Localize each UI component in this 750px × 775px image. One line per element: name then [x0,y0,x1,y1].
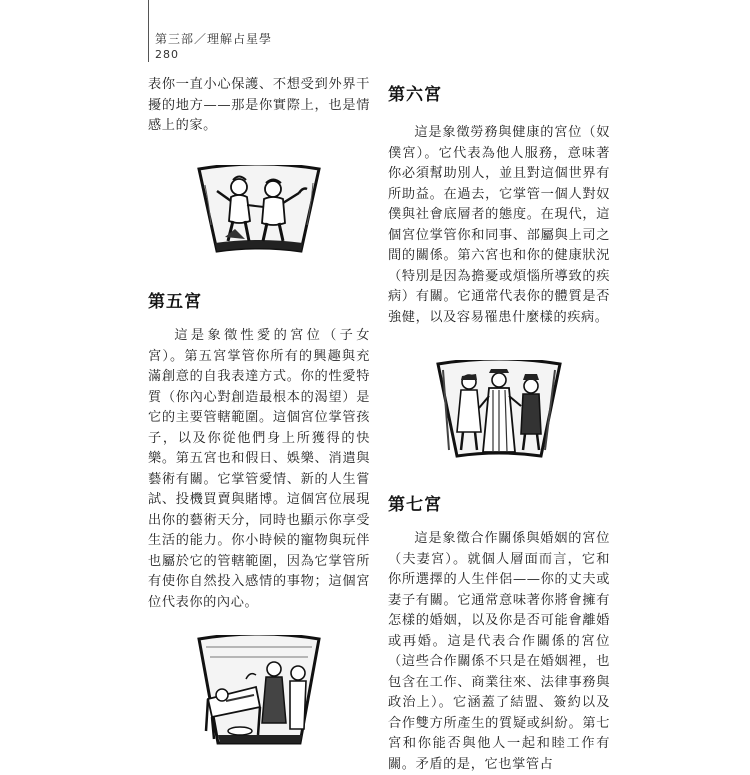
seventh-house-heading: 第七宮 [388,495,442,515]
running-head: 第三部／理解占星學 [155,32,273,46]
sixth-house-heading: 第六宮 [388,85,442,105]
seventh-house-body: 這是象徵合作關係與婚姻的宮位（夫妻宮）。就個人層面而言，它和你所選擇的人生伴侶——你的丈夫或妻子有關。它通常意味著你將會擁有怎樣的婚姻，以及你是否可能會離婚或再婚。這是代表合作關係的宮位（這些合作關係不只是在婚姻裡，也包含在工作、商業往來、法律事務與政治上）。它涵蓋了結盟、簽約以及合作雙方所產生的質疑或糾紛。第七宮和你能否與他人一起和睦工作有關。矛盾的是，它也掌管占 [388,531,610,772]
woodcut-two-children [148,165,370,253]
woodcut-three-figures [388,360,610,458]
header-rule [148,0,149,62]
sixth-house-body: 這是象徵勞務與健康的宮位（奴僕宮）。它代表為他人服務，意味著你必須幫助別人，並且對這個世界有所助益。在過去，它掌管一個人對奴僕與社會底層者的態度。在現代，這個宮位掌管你和同事、部屬與上司之間的關係。第六宮也和你的健康狀況（特別是因為擔憂或煩惱所導致的疾病）有關。它通常代表你的體質是否強健，以及容易罹患什麼樣的疾病。 [388,125,610,325]
woodcut-birth-scene-icon [196,635,322,745]
intro-paragraph: 表你一直小心保護、不想受到外界干擾的地方——那是你實際上，也是情感上的家。 [148,77,370,133]
woodcut-three-figures-icon [435,360,563,458]
page-number: 280 [155,48,179,61]
right-column [388,80,610,775]
fifth-house-body: 這是象徵性愛的宮位（子女宮）。第五宮掌管你所有的興趣與充滿創意的自我表達方式。你的性愛特質（你內心對創造最根本的渴望）是它的主要管轄範圍。這個宮位掌管孩子，以及你從他們身上所獲得的快樂。第五宮也和假日、娛樂、消遣與藝術有關。它掌管愛情、新的人生嘗試、投機買賣與賭博。這個宮位展現出你的藝術天分，同時也顯示你享受生活的能力。你小時候的寵物與玩伴也屬於它的管轄範圍，因為它掌管所有使你自然投入感情的事物；這個宮位代表你的內心。 [148,328,370,610]
woodcut-birth-scene [148,635,370,745]
left-column [148,75,370,745]
woodcut-two-children-icon [195,165,323,253]
fifth-house-heading: 第五宮 [148,292,202,312]
